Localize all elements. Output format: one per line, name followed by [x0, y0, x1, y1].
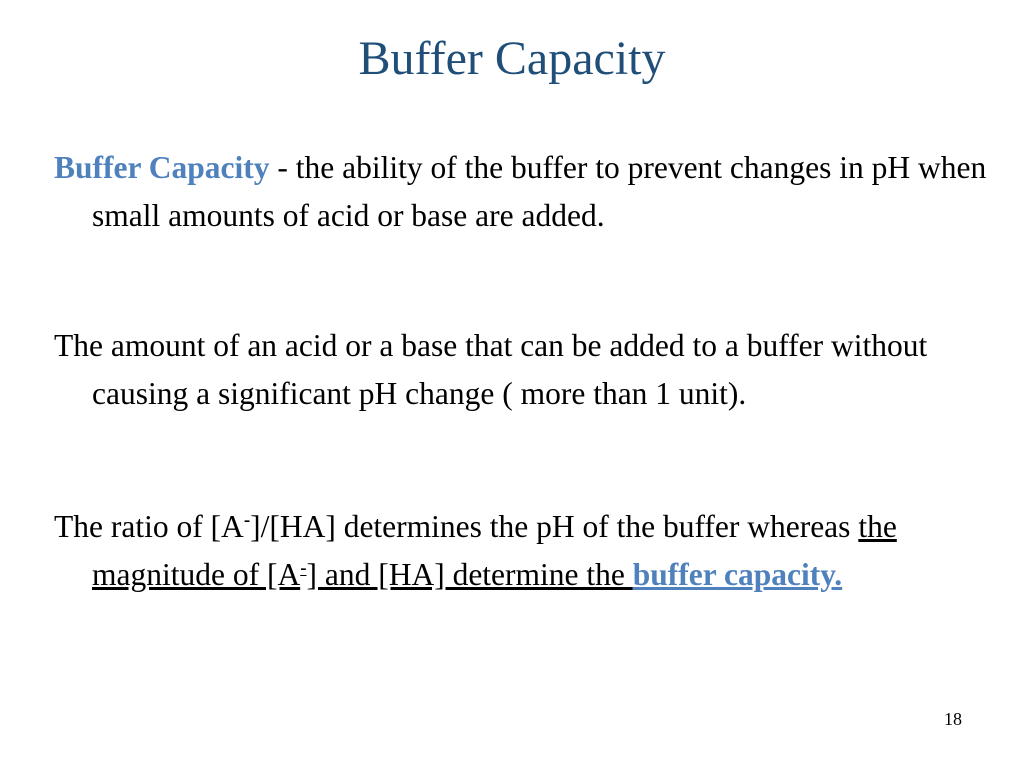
ratio-paragraph	[54, 503, 1012, 599]
amount-paragraph: The amount of an acid or a base that can be added to a buffer without causing a significant pH change ( more than 1 unit).	[54, 328, 928, 411]
ratio-text-2: ]/[HA] determines the pH of the buffer whereas	[250, 509, 859, 544]
definition-body: - the ability of the buffer to prevent changes in pH when small amounts of acid or base are added.	[92, 150, 987, 233]
definition-term: Buffer Capacity	[54, 150, 270, 185]
anion-charge-superscript-2: -	[300, 557, 307, 579]
buffer-capacity-emphasis: buffer capacity.	[632, 557, 843, 592]
magnitude-underlined-text-2: ] and [HA] determine the	[306, 557, 633, 592]
definition-paragraph	[54, 144, 1012, 240]
magnitude-underlined-text-1: the magnitude of [A	[92, 509, 897, 592]
slide-title: Buffer Capacity	[358, 32, 666, 85]
page-number: 18	[944, 709, 962, 729]
anion-charge-superscript: -	[243, 509, 251, 531]
ratio-text-1: The ratio of [A	[54, 509, 244, 544]
